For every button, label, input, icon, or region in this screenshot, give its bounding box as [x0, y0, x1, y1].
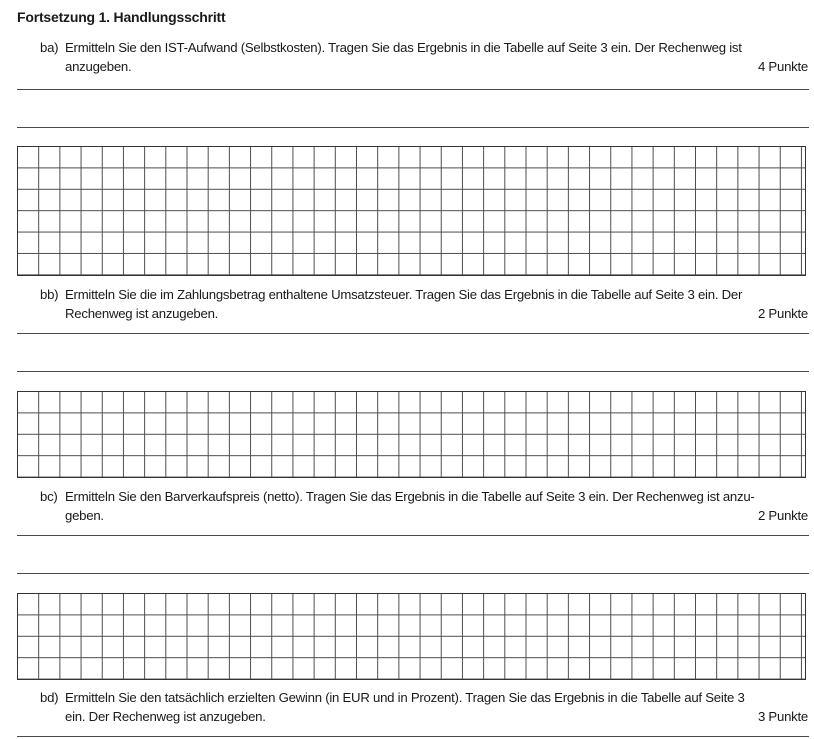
task-label: bd): [40, 690, 59, 705]
calculation-grid-ba[interactable]: [17, 146, 806, 276]
calculation-grid-bc[interactable]: [17, 593, 806, 680]
task-text-line-1: Ermitteln Sie die im Zahlungsbetrag enthaltene Umsatzsteuer. Tragen Sie das Ergebnis in die Tabelle auf Seite 3 ein. Der: [65, 287, 743, 302]
task-points: 2 Punkte: [757, 306, 808, 321]
task-text-line-1: Ermitteln Sie den IST-Aufwand (Selbstkosten). Tragen Sie das Ergebnis in die Tabelle auf Seite 3 ein. Der Rechenweg ist: [65, 40, 742, 55]
task-points: 2 Punkte: [757, 508, 808, 523]
answer-line[interactable]: [17, 371, 809, 372]
task-text-line-2: Rechenweg ist anzugeben.: [65, 306, 219, 321]
answer-line[interactable]: [17, 333, 809, 334]
task-label: bb): [40, 287, 59, 302]
task-text-line-2: anzugeben.: [65, 59, 132, 74]
task-text-line-2: geben.: [65, 508, 104, 523]
answer-line[interactable]: [17, 535, 809, 536]
answer-line[interactable]: [17, 127, 809, 128]
answer-line[interactable]: [17, 573, 809, 574]
task-points: 3 Punkte: [757, 709, 808, 724]
task-label: ba): [40, 40, 59, 55]
section-heading: Fortsetzung 1. Handlungsschritt: [17, 9, 226, 25]
task-points: 4 Punkte: [757, 59, 808, 74]
calculation-grid-bb[interactable]: [17, 391, 806, 478]
task-text-line-2: ein. Der Rechenweg ist anzugeben.: [65, 709, 266, 724]
task-text-line-1: Ermitteln Sie den Barverkaufspreis (netto). Tragen Sie das Ergebnis in die Tabelle auf Seite 3 ein. Der Rechenweg ist anzu-: [65, 489, 755, 504]
task-label: bc): [40, 489, 58, 504]
answer-line[interactable]: [17, 736, 809, 737]
task-text-line-1: Ermitteln Sie den tatsächlich erzielten Gewinn (in EUR und in Prozent). Tragen Sie das Ergebnis in die Tabelle auf Seite 3: [65, 690, 745, 705]
answer-line[interactable]: [17, 89, 809, 90]
